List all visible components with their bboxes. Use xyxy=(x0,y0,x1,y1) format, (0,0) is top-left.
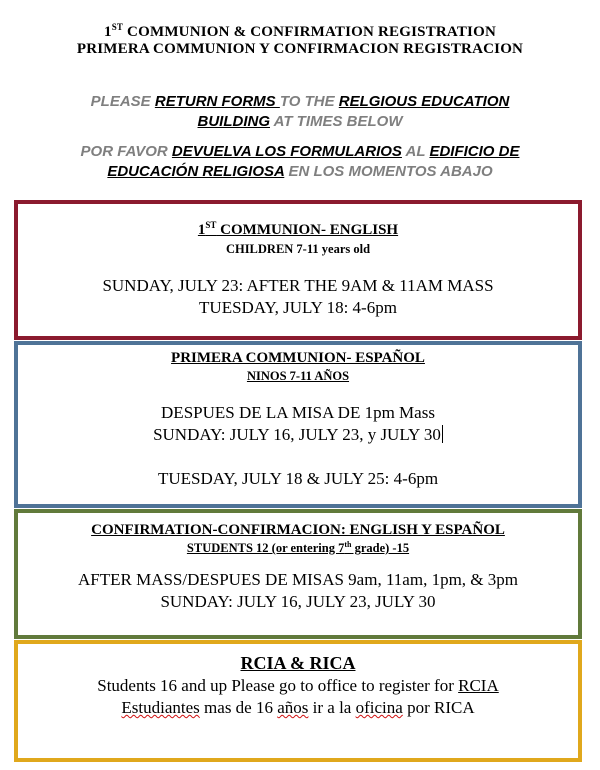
section-subtitle: STUDENTS 12 (or entering 7th grade) -15 xyxy=(186,539,410,555)
schedule-line: AFTER MASS/DESPUES DE MISAS 9am, 11am, 1pm, & 3pm xyxy=(78,570,518,589)
return-forms-notice-spanish: POR FAVOR DEVUELVA LOS FORMULARIOS AL EDIFICIO DE EDUCACIÓN RELIGIOSA EN LOS MOMENTOS ABAJO xyxy=(80,143,520,180)
schedule-line: SUNDAY, JULY 23: AFTER THE 9AM & 11AM MASS xyxy=(102,276,494,295)
section-title: RCIA & RICA xyxy=(240,653,356,673)
text-cursor xyxy=(442,425,443,443)
communion-spanish-section xyxy=(14,341,582,508)
page-title xyxy=(0,24,600,58)
schedule-line: DESPUES DE LA MISA DE 1pm Mass xyxy=(161,403,435,422)
schedule-line: TUESDAY, JULY 18: 4-6pm xyxy=(199,298,397,317)
return-forms-notice-english: PLEASE RETURN FORMS TO THE RELGIOUS EDUCATION BUILDING AT TIMES BELOW xyxy=(90,93,510,130)
info-line: Students 16 and up Please go to office to register for RCIA xyxy=(97,676,499,695)
title-line-spanish: PRIMERA COMMUNION Y CONFIRMACION REGISTRACION xyxy=(76,41,524,57)
schedule-line: SUNDAY: JULY 16, JULY 23, y JULY 30 xyxy=(153,425,441,444)
section-title: 1ST COMMUNION- ENGLISH xyxy=(197,220,399,238)
confirmation-section xyxy=(14,509,582,639)
schedule-line: TUESDAY, JULY 18 & JULY 25: 4-6pm xyxy=(157,469,439,488)
section-title: CONFIRMATION-CONFIRMACION: ENGLISH Y ESPAÑOL xyxy=(91,522,505,538)
communion-english-section xyxy=(14,200,582,340)
rcia-section xyxy=(14,640,582,762)
title-line-english: 1ST COMMUNION & CONFIRMATION REGISTRATION xyxy=(103,22,496,40)
info-line: Estudiantes mas de 16 años ir a la oficina por RICA xyxy=(121,698,475,717)
section-title: PRIMERA COMMUNION- ESPAÑOL xyxy=(171,350,425,366)
section-subtitle: NINOS 7-11 AÑOS xyxy=(246,369,350,383)
schedule-line: SUNDAY: JULY 16, JULY 23, JULY 30 xyxy=(160,592,436,611)
section-subtitle: CHILDREN 7-11 years old xyxy=(225,242,371,256)
